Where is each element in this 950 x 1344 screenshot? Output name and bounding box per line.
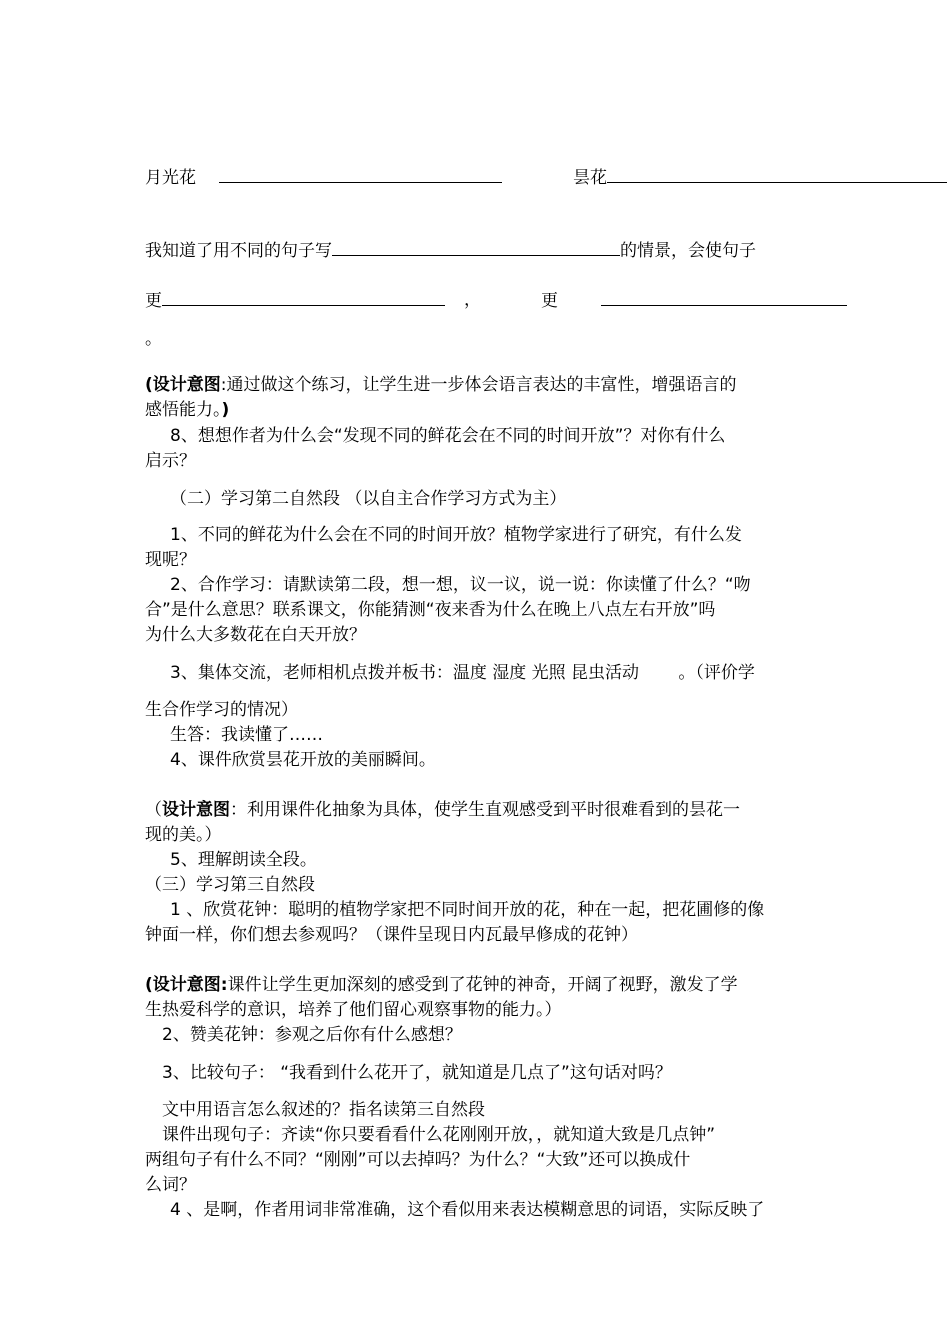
question-3: 3、比较句子： “我看到什么花开了，就知道是几点了”这句话对吗？ [162, 1063, 672, 1083]
more-label-2: 更 [541, 291, 558, 311]
design-intent-1 [145, 374, 737, 396]
design-intent-3-text: 课件让学生更加深刻的感受到了花钟的神奇，开阔了视野，激发了学 [227, 975, 738, 995]
design-intent-label: (设计意图 [145, 375, 221, 395]
moonflower-blank[interactable] [219, 166, 502, 183]
more-blank-2[interactable] [601, 289, 847, 306]
sentence-blank[interactable] [332, 239, 620, 256]
text-question: 文中用语言怎么叙述的？指名读第三自然段 [162, 1100, 485, 1120]
question-8-line1: 8、想想作者为什么会“发现不同的鲜花会在不同的时间开放”？对你有什么 [170, 426, 726, 446]
epiphyllum-label: 昙花 [573, 168, 607, 188]
section-2-p2-line3: 为什么大多数花在白天开放？ [145, 625, 366, 645]
more-blank-1[interactable] [162, 289, 445, 306]
design-intent-close: ) [221, 400, 230, 420]
student-answer: 生答：我读懂了…… [170, 725, 323, 745]
design-intent-3 [145, 974, 738, 996]
section-2-p4: 4、课件欣赏昙花开放的美丽瞬间。 [170, 750, 436, 770]
sentence-suffix: 的情景，会使句子 [620, 241, 756, 261]
more-fill-row-1 [145, 289, 445, 312]
compare-line-1: 课件出现句子：齐读“你只要看看什么花刚刚开放，，就知道大致是几点钟” [162, 1125, 716, 1145]
more-label-1: 更 [145, 291, 162, 311]
design-intent-2-line2: 现的美。） [145, 825, 222, 845]
design-intent-3-label: (设计意图: [145, 975, 228, 995]
epiphyllum-fill-row [573, 166, 947, 189]
design-intent-2-open: （ [145, 800, 162, 820]
section-2-p1-line1: 1、不同的鲜花为什么会在不同的时间开放？植物学家进行了研究，有什么发 [170, 525, 742, 545]
design-intent-3-line2: 生热爱科学的意识，培养了他们留心观察事物的能力。） [145, 1000, 562, 1020]
moonflower-label: 月光花 [145, 168, 196, 188]
paragraph-5: 5、理解朗读全段。 [170, 850, 317, 870]
compare-line-2: 两组句子有什么不同？“刚刚”可以去掉吗？为什么？“大致”还可以换成什 [145, 1150, 691, 1170]
design-intent-colon: : [220, 375, 227, 395]
epiphyllum-blank[interactable] [607, 166, 947, 183]
design-intent-2-text: ：利用课件化抽象为具体，使学生直观感受到平时很难看到的昙花一 [230, 800, 740, 820]
moonflower-fill-row [145, 166, 502, 189]
compare-line-3: 么词？ [145, 1175, 196, 1195]
section-2-p3-line2: 生合作学习的情况） [145, 700, 298, 720]
fill-period: 。 [145, 329, 162, 349]
section-3-p1-line1: 1 、欣赏花钟：聪明的植物学家把不同时间开放的花，种在一起，把花圃修的像 [170, 900, 765, 920]
more-fill-row-2 [541, 289, 847, 312]
question-4: 4 、是啊，作者用词非常准确，这个看似用来表达模糊意思的词语，实际反映了 [170, 1200, 765, 1220]
question-2: 2、赞美花钟：参观之后你有什么感想？ [162, 1025, 462, 1045]
section-2-title: （二）学习第二自然段 （以自主合作学习方式为主） [170, 489, 567, 509]
section-2-p3-line1: 3、集体交流，老师相机点拨并板书：温度 湿度 光照 昆虫活动 。（评价学 [170, 663, 755, 683]
section-2-p1-line2: 现呢？ [145, 550, 196, 570]
design-intent-1-line2 [145, 399, 229, 421]
design-intent-text: 通过做这个练习，让学生进一步体会语言表达的丰富性，增强语言的 [226, 375, 737, 395]
design-intent-text-2: 感悟能力。 [145, 400, 222, 420]
design-intent-2 [145, 799, 740, 821]
section-2-p2-line2: 合”是什么意思？联系课文，你能猜测“夜来香为什么在晚上八点左右开放”吗 [145, 600, 716, 620]
comma: ， [464, 290, 481, 310]
question-8-line2: 启示？ [145, 451, 196, 471]
design-intent-2-label: 设计意图 [162, 800, 230, 820]
section-3-p1-line2: 钟面一样，你们想去参观吗？（课件呈现日内瓦最早修成的花钟） [145, 925, 638, 945]
section-3-title: （三）学习第三自然段 [145, 875, 315, 895]
sentence-prefix: 我知道了用不同的句子写 [145, 241, 332, 261]
section-2-p2-line1: 2、合作学习：请默读第二段，想一想，议一议，说一说：你读懂了什么？“吻 [170, 575, 751, 595]
sentence-fill-row [145, 239, 756, 262]
